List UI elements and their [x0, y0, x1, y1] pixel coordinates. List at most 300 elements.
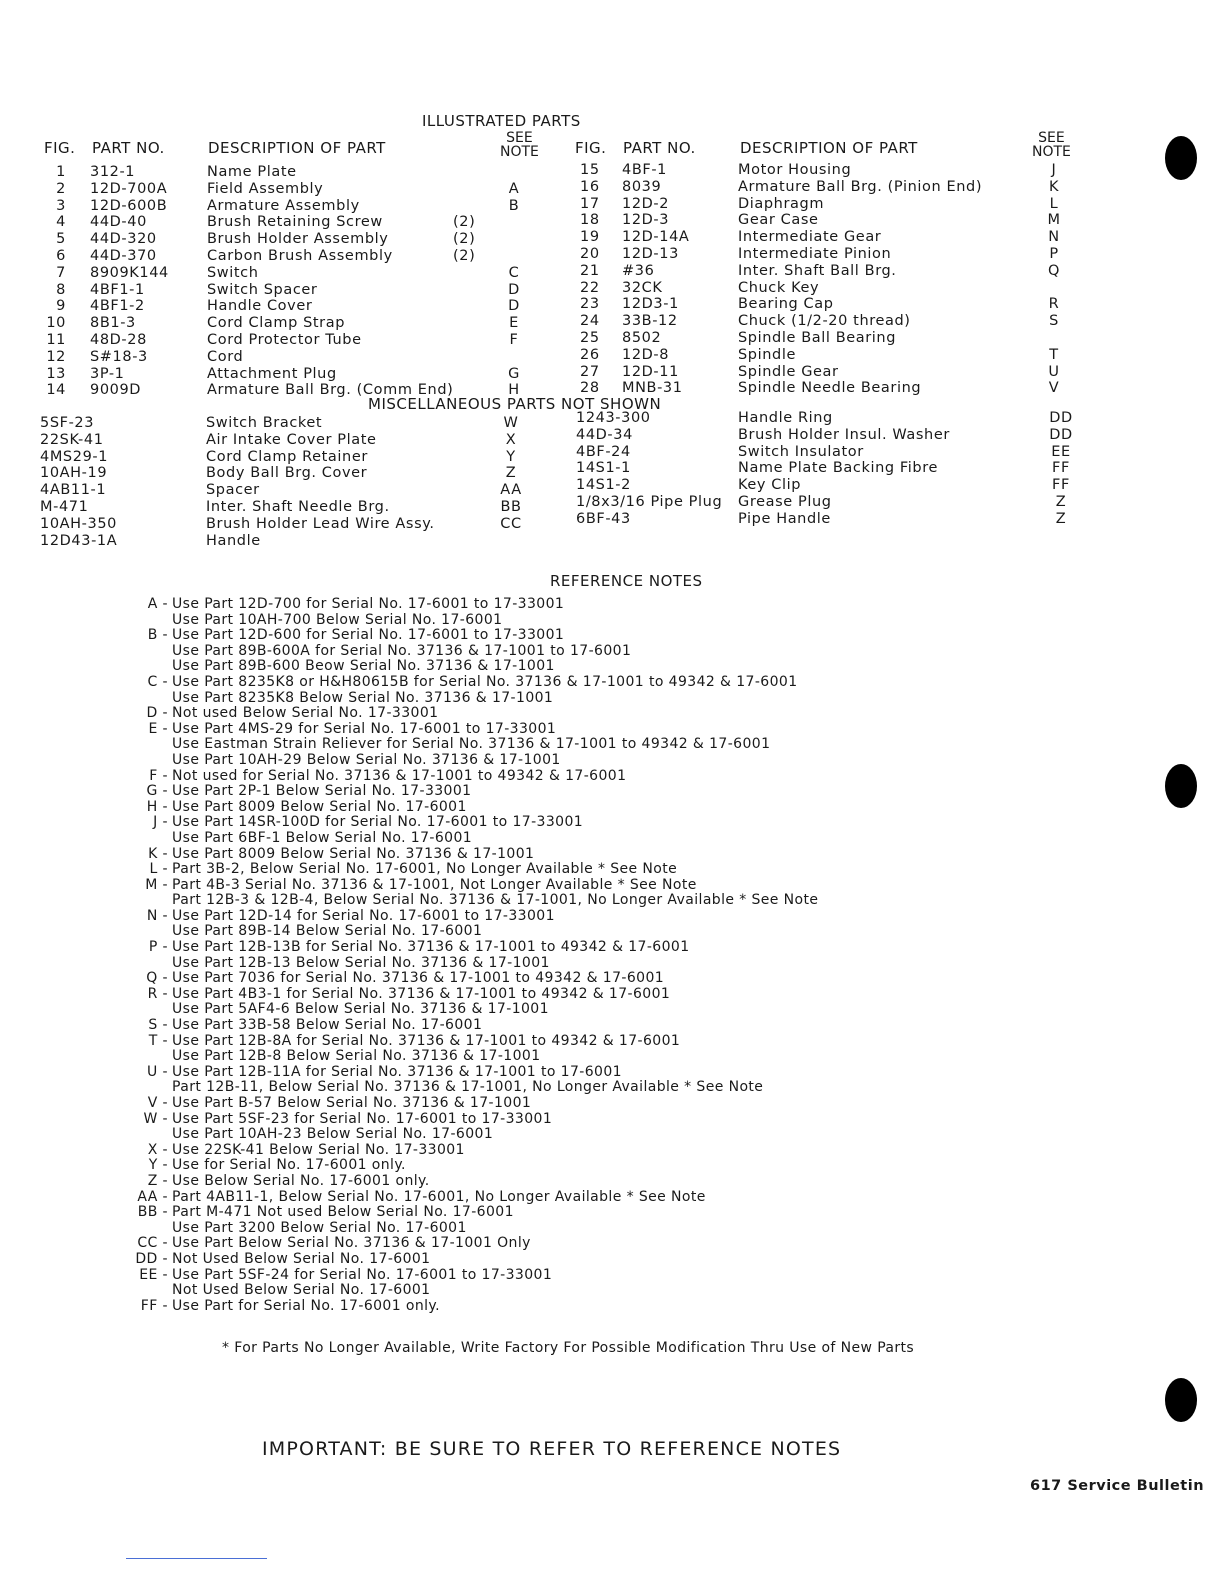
part-description: Spindle Gear: [738, 363, 839, 380]
header-see-note-left: [500, 131, 539, 159]
fig-number: 27: [580, 363, 600, 380]
note-text: Part 4AB11-1, Below Serial No. 17-6001, No Longer Available * See Note: [172, 1188, 706, 1205]
misc-parts-title: MISCELLANEOUS PARTS NOT SHOWN: [368, 395, 662, 413]
part-number: 44D-370: [90, 247, 157, 264]
note-text: Use Part 6BF-1 Below Serial No. 17-6001: [172, 829, 473, 846]
note-text: Use 22SK-41 Below Serial No. 17-33001: [172, 1141, 465, 1158]
note-key: C -: [147, 673, 168, 690]
part-description: Brush Retaining Screw: [207, 214, 383, 231]
note-text: Not Used Below Serial No. 17-6001: [172, 1250, 431, 1267]
part-description: Armature Ball Brg. (Comm End): [207, 382, 454, 399]
note-text: Use Part 5SF-24 for Serial No. 17-6001 to 17-33001: [172, 1266, 553, 1283]
note-key: FF -: [140, 1297, 168, 1314]
misc-row: [40, 432, 540, 449]
misc-row: [576, 427, 1076, 444]
note-text: Use Part 10AH-700 Below Serial No. 17-6001: [172, 611, 503, 628]
part-description: Brush Holder Lead Wire Assy.: [206, 515, 435, 532]
see-note: R: [1048, 296, 1060, 313]
reference-note-row: [110, 970, 1010, 986]
fig-number: 16: [580, 178, 600, 195]
part-number: 12D-14A: [622, 229, 690, 246]
note-key: T -: [148, 1032, 168, 1049]
part-number: 44D-40: [90, 214, 147, 231]
see-note: D: [508, 298, 520, 315]
parts-row: [572, 263, 1072, 280]
note-text: Use Part 8009 Below Serial No. 17-6001: [172, 798, 467, 815]
part-description: Gear Case: [738, 212, 819, 229]
parts-row: [40, 181, 560, 198]
reference-note-row: [110, 643, 1010, 659]
important-notice: IMPORTANT: BE SURE TO REFER TO REFERENCE NOTES: [262, 1438, 842, 1460]
note-key: EE -: [139, 1266, 168, 1283]
reference-note-row: [110, 1282, 1010, 1298]
see-note: N: [1048, 229, 1060, 246]
reference-note-row: [110, 1111, 1010, 1127]
see-note: FF: [1052, 460, 1070, 477]
fig-number: 6: [56, 247, 66, 264]
reference-note-row: [110, 1095, 1010, 1111]
note-key: N -: [146, 907, 168, 924]
reference-note-row: [110, 908, 1010, 924]
reference-note-row: [110, 799, 1010, 815]
misc-row: [576, 494, 1076, 511]
note-key: G -: [146, 783, 168, 800]
note-key: F -: [149, 767, 168, 784]
fig-number: 28: [580, 380, 600, 397]
note-text: Use Part Below Serial No. 37136 & 17-1001 Only: [172, 1235, 531, 1252]
part-number: 14S1-2: [576, 477, 631, 494]
fig-number: 7: [56, 264, 66, 281]
misc-row: [40, 415, 540, 432]
header-fig-right: FIG.: [575, 139, 607, 157]
note-text: Use Part 89B-14 Below Serial No. 17-6001: [172, 923, 483, 940]
note-key: AA -: [137, 1188, 168, 1205]
part-number: 10AH-19: [40, 465, 108, 482]
note-text: Use Part 12B-13 Below Serial No. 37136 & 17-1001: [172, 954, 550, 971]
part-number: M-471: [40, 498, 89, 515]
part-number: 1243-300: [576, 410, 651, 426]
note-text: Use Part 3200 Below Serial No. 17-6001: [172, 1219, 467, 1236]
reference-note-row: [110, 752, 1010, 768]
see-note: F: [509, 331, 519, 348]
see-note: G: [508, 365, 520, 382]
header-see-right: SEE: [1038, 130, 1065, 146]
part-description: Pipe Handle: [738, 510, 831, 527]
parts-row: [40, 198, 560, 215]
see-note: Z: [1055, 493, 1067, 510]
part-description: Spindle: [738, 346, 796, 363]
see-note: DD: [1049, 426, 1073, 443]
see-note: L: [1049, 195, 1059, 212]
fig-number: 22: [580, 279, 600, 296]
part-number: 4BF1-2: [90, 298, 145, 315]
parts-row: [572, 313, 1072, 330]
note-text: Part M-471 Not used Below Serial No. 17-6001: [172, 1204, 514, 1221]
reference-note-row: [110, 612, 1010, 628]
part-description: Armature Ball Brg. (Pinion End): [738, 178, 983, 195]
header-part-no-left: PART NO.: [92, 139, 165, 157]
reference-note-row: [110, 783, 1010, 799]
note-text: Use Part 8235K8 or H&H80615B for Serial No. 37136 & 17-1001 to 49342 & 17-6001: [172, 673, 798, 690]
part-number: 12D-600B: [90, 197, 168, 214]
note-text: Use Part 12D-700 for Serial No. 17-6001 to 17-33001: [172, 596, 565, 612]
reference-note-row: [110, 1048, 1010, 1064]
reference-note-row: [110, 892, 1010, 908]
part-number: 8039: [622, 178, 662, 195]
see-note: J: [1051, 162, 1057, 178]
parts-row: [40, 265, 560, 282]
note-key: E -: [148, 720, 168, 737]
misc-left-table: [40, 415, 540, 549]
note-text: Part 4B-3 Serial No. 37136 & 17-1001, Not Longer Available * See Note: [172, 876, 697, 893]
parts-row: [572, 364, 1072, 381]
see-note: B: [508, 197, 520, 214]
part-number: 12D-2: [622, 195, 670, 212]
reference-note-row: [110, 596, 1010, 612]
note-key: BB -: [137, 1204, 168, 1221]
see-note: BB: [500, 498, 522, 515]
fig-number: 11: [46, 331, 66, 348]
reference-notes-list: [110, 596, 1010, 1313]
fig-number: 21: [580, 262, 600, 279]
note-text: Use Part 12B-8A for Serial No. 37136 & 17-1001 to 49342 & 17-6001: [172, 1032, 681, 1049]
part-description: Handle Cover: [207, 298, 313, 315]
reference-note-row: [110, 1064, 1010, 1080]
reference-note-row: [110, 846, 1010, 862]
misc-row: [40, 499, 540, 516]
fig-number: 1: [56, 164, 66, 180]
reference-note-row: [110, 955, 1010, 971]
note-text: Use for Serial No. 17-6001 only.: [172, 1157, 406, 1174]
binder-hole-top: [1165, 136, 1197, 180]
note-text: Not used Below Serial No. 17-33001: [172, 705, 439, 722]
misc-row: [40, 482, 540, 499]
note-text: Use Eastman Strain Reliever for Serial No. 37136 & 17-1001 to 49342 & 17-6001: [172, 736, 771, 753]
part-quantity: (2): [453, 231, 476, 248]
fig-number: 4: [56, 214, 66, 231]
parts-row: [40, 349, 560, 366]
parts-row: [572, 179, 1072, 196]
part-description: Bearing Cap: [738, 296, 834, 313]
note-text: Part 12B-11, Below Serial No. 37136 & 17-1001, No Longer Available * See Note: [172, 1079, 764, 1096]
parts-row: [40, 298, 560, 315]
parts-row: [40, 315, 560, 332]
part-number: 8502: [622, 329, 662, 346]
note-text: Use Part 10AH-23 Below Serial No. 17-6001: [172, 1126, 494, 1143]
note-key: CC -: [137, 1235, 168, 1252]
see-note: Z: [1055, 510, 1067, 527]
reference-note-row: [110, 1251, 1010, 1267]
reference-note-row: [110, 939, 1010, 955]
fig-number: 15: [580, 162, 600, 178]
note-text: Use Part 4MS-29 for Serial No. 17-6001 to 17-33001: [172, 720, 557, 737]
part-number: 22SK-41: [40, 431, 104, 448]
part-number: 48D-28: [90, 331, 147, 348]
see-note: CC: [500, 515, 522, 532]
part-description: Inter. Shaft Ball Brg.: [738, 262, 897, 279]
note-key: S -: [148, 1017, 168, 1034]
bulletin-label: 617 Service Bulletin: [1030, 1478, 1205, 1494]
parts-row: [572, 162, 1072, 179]
see-note: S: [1049, 313, 1059, 330]
fig-number: 3: [56, 197, 66, 214]
fig-number: 23: [580, 296, 600, 313]
header-description-right: DESCRIPTION OF PART: [740, 139, 918, 157]
header-see-note-right: [1032, 131, 1071, 159]
reference-note-row: [110, 923, 1010, 939]
note-text: Use Part 7036 for Serial No. 37136 & 17-1001 to 49342 & 17-6001: [172, 970, 665, 987]
see-note: Z: [505, 465, 517, 482]
reference-note-row: [110, 830, 1010, 846]
note-text: Use Part 5SF-23 for Serial No. 17-6001 to 17-33001: [172, 1110, 553, 1127]
note-text: Use Part 14SR-100D for Serial No. 17-6001 to 17-33001: [172, 814, 584, 831]
bottom-link-underline: [126, 1558, 267, 1559]
part-description: Diaphragm: [738, 195, 825, 212]
reference-note-row: [110, 1017, 1010, 1033]
see-note: V: [1048, 380, 1060, 397]
note-text: Use Part for Serial No. 17-6001 only.: [172, 1297, 440, 1314]
reference-note-row: [110, 721, 1010, 737]
parts-row: [40, 248, 560, 265]
note-text: Use Part 8009 Below Serial No. 37136 & 17-1001: [172, 845, 535, 862]
note-key: L -: [149, 861, 168, 878]
part-number: 12D-700A: [90, 180, 168, 197]
parts-row: [40, 164, 560, 181]
reference-note-row: [110, 674, 1010, 690]
part-description: Cord: [207, 348, 244, 365]
header-part-no-right: PART NO.: [623, 139, 696, 157]
note-key: K -: [148, 845, 168, 862]
see-note: P: [1049, 245, 1059, 262]
reference-note-row: [110, 877, 1010, 893]
parts-row: [572, 296, 1072, 313]
misc-right-table: [576, 410, 1076, 528]
note-key: B -: [147, 627, 168, 644]
note-key: Q -: [146, 970, 168, 987]
fig-number: 24: [580, 313, 600, 330]
part-number: 4AB11-1: [40, 482, 107, 499]
fig-number: 26: [580, 346, 600, 363]
reference-note-row: [110, 1173, 1010, 1189]
part-description: Switch Spacer: [207, 281, 318, 298]
see-note: T: [1049, 346, 1059, 363]
part-description: Switch: [207, 264, 259, 281]
reference-note-row: [110, 658, 1010, 674]
reference-note-row: [110, 1079, 1010, 1095]
reference-note-row: [110, 1189, 1010, 1205]
part-number: 10AH-350: [40, 515, 117, 532]
part-description: Handle: [206, 532, 261, 549]
misc-row: [40, 533, 540, 550]
part-number: 9009D: [90, 382, 142, 399]
part-number: S#18-3: [90, 348, 148, 365]
part-description: Inter. Shaft Needle Brg.: [206, 498, 390, 515]
note-key: U -: [147, 1063, 168, 1080]
note-text: Part 3B-2, Below Serial No. 17-6001, No Longer Available * See Note: [172, 861, 678, 878]
note-text: Use Part 8235K8 Below Serial No. 37136 & 17-1001: [172, 689, 554, 706]
parts-row: [572, 246, 1072, 263]
see-note: EE: [1051, 443, 1071, 460]
part-number: 44D-320: [90, 231, 157, 248]
fig-number: 5: [56, 231, 66, 248]
fig-number: 18: [580, 212, 600, 229]
right-parts-table: [572, 162, 1072, 397]
note-text: Part 12B-3 & 12B-4, Below Serial No. 37136 & 17-1001, No Longer Available * See Note: [172, 892, 819, 909]
note-text: Use Part 12B-11A for Serial No. 37136 & 17-1001 to 17-6001: [172, 1063, 622, 1080]
footnote: * For Parts No Longer Available, Write Factory For Possible Modification Thru Use of New Parts: [222, 1340, 915, 1356]
reference-note-row: [110, 705, 1010, 721]
see-note: M: [1047, 212, 1061, 229]
part-number: 4MS29-1: [40, 448, 109, 465]
fig-number: 2: [56, 180, 66, 197]
fig-number: 17: [580, 195, 600, 212]
reference-note-row: [110, 627, 1010, 643]
part-description: Switch Bracket: [206, 415, 323, 431]
part-description: Name Plate: [207, 164, 297, 180]
part-number: 3P-1: [90, 365, 125, 382]
reference-note-row: [110, 768, 1010, 784]
part-description: Spindle Ball Bearing: [738, 329, 897, 346]
page-title: ILLUSTRATED PARTS: [422, 112, 581, 130]
see-note: W: [503, 415, 519, 431]
note-key: P -: [148, 939, 168, 956]
note-text: Use Part B-57 Below Serial No. 37136 & 17-1001: [172, 1095, 532, 1111]
binder-hole-bottom: [1165, 1378, 1197, 1422]
part-number: 33B-12: [622, 313, 678, 330]
note-text: Use Below Serial No. 17-6001 only.: [172, 1172, 430, 1189]
note-text: Not Used Below Serial No. 17-6001: [172, 1282, 431, 1299]
reference-note-row: [110, 1220, 1010, 1236]
part-description: Armature Assembly: [207, 197, 360, 214]
part-number: MNB-31: [622, 380, 683, 397]
part-number: 1/8x3/16 Pipe Plug: [576, 493, 723, 510]
part-number: 4BF-1: [622, 162, 667, 178]
part-description: Air Intake Cover Plate: [206, 431, 377, 448]
reference-note-row: [110, 986, 1010, 1002]
part-description: Switch Insulator: [738, 443, 864, 460]
see-note: E: [509, 315, 519, 332]
part-number: 8909K144: [90, 264, 169, 281]
note-text: Use Part 12B-13B for Serial No. 37136 & 17-1001 to 49342 & 17-6001: [172, 939, 690, 956]
reference-note-row: [110, 861, 1010, 877]
note-key: M -: [145, 876, 168, 893]
note-text: Use Part 33B-58 Below Serial No. 17-6001: [172, 1017, 483, 1034]
part-description: Name Plate Backing Fibre: [738, 460, 938, 477]
reference-note-row: [110, 1298, 1010, 1314]
note-key: D -: [146, 705, 168, 722]
note-text: Use Part 89B-600A for Serial No. 37136 & 17-1001 to 17-6001: [172, 642, 632, 659]
part-number: 12D43-1A: [40, 532, 118, 549]
part-description: Cord Protector Tube: [207, 331, 362, 348]
parts-row: [40, 332, 560, 349]
part-number: 12D-8: [622, 346, 670, 363]
note-key: Z -: [147, 1172, 168, 1189]
note-key: X -: [147, 1141, 168, 1158]
see-note: D: [508, 281, 520, 298]
note-text: Use Part 89B-600 Beow Serial No. 37136 & 17-1001: [172, 658, 555, 675]
note-text: Use Part 5AF4-6 Below Serial No. 37136 & 17-1001: [172, 1001, 549, 1018]
part-number: 4BF1-1: [90, 281, 145, 298]
reference-note-row: [110, 1267, 1010, 1283]
note-text: Not used for Serial No. 37136 & 17-1001 to 49342 & 17-6001: [172, 767, 627, 784]
note-text: Use Part 12D-600 for Serial No. 17-6001 to 17-33001: [172, 627, 565, 644]
part-number: 14S1-1: [576, 460, 631, 477]
part-number: 12D3-1: [622, 296, 679, 313]
note-key: J -: [153, 814, 168, 831]
reference-note-row: [110, 736, 1010, 752]
see-note: FF: [1052, 477, 1070, 494]
part-description: Grease Plug: [738, 493, 832, 510]
reference-note-row: [110, 1157, 1010, 1173]
fig-number: 13: [46, 365, 66, 382]
part-description: Brush Holder Insul. Washer: [738, 426, 950, 443]
see-note: Q: [1047, 262, 1060, 279]
reference-note-row: [110, 690, 1010, 706]
parts-row: [40, 231, 560, 248]
see-note: Y: [506, 448, 516, 465]
reference-note-row: [110, 1235, 1010, 1251]
fig-number: 19: [580, 229, 600, 246]
misc-row: [40, 465, 540, 482]
misc-row: [576, 444, 1076, 461]
part-quantity: (2): [453, 247, 476, 264]
part-description: Cord Clamp Retainer: [206, 448, 368, 465]
part-description: Carbon Brush Assembly: [207, 247, 393, 264]
see-note: A: [508, 180, 520, 197]
see-note: K: [1048, 178, 1060, 195]
reference-note-row: [110, 814, 1010, 830]
part-number: 32CK: [622, 279, 663, 296]
parts-row: [40, 214, 560, 231]
fig-number: 12: [46, 348, 66, 365]
note-key: R -: [147, 985, 168, 1002]
fig-number: 20: [580, 245, 600, 262]
note-key: A -: [147, 596, 168, 612]
left-parts-table: [40, 164, 560, 399]
reference-note-row: [110, 1126, 1010, 1142]
part-description: Intermediate Pinion: [738, 245, 892, 262]
part-description: Chuck Key: [738, 279, 820, 296]
parts-row: [572, 212, 1072, 229]
part-description: Motor Housing: [738, 162, 852, 178]
reference-note-row: [110, 1033, 1010, 1049]
part-number: 12D-3: [622, 212, 670, 229]
part-description: Field Assembly: [207, 180, 324, 197]
parts-row: [572, 347, 1072, 364]
part-number: #36: [622, 262, 655, 279]
misc-row: [40, 516, 540, 533]
parts-row: [40, 282, 560, 299]
part-description: Handle Ring: [738, 410, 833, 426]
note-key: W -: [143, 1110, 168, 1127]
reference-note-row: [110, 1001, 1010, 1017]
binder-hole-middle: [1165, 764, 1197, 808]
misc-row: [576, 460, 1076, 477]
header-note-right: NOTE: [1032, 144, 1071, 160]
see-note: DD: [1049, 410, 1073, 426]
reference-notes-title: REFERENCE NOTES: [550, 572, 703, 590]
parts-row: [572, 196, 1072, 213]
part-number: 12D-11: [622, 363, 679, 380]
fig-number: 10: [46, 315, 66, 332]
misc-row: [576, 477, 1076, 494]
part-description: Spacer: [206, 482, 260, 499]
part-description: Key Clip: [738, 477, 802, 494]
note-text: Use Part 12B-8 Below Serial No. 37136 & 17-1001: [172, 1048, 541, 1065]
part-description: Chuck (1/2-20 thread): [738, 313, 911, 330]
reference-note-row: [110, 1142, 1010, 1158]
header-description-left: DESCRIPTION OF PART: [208, 139, 386, 157]
